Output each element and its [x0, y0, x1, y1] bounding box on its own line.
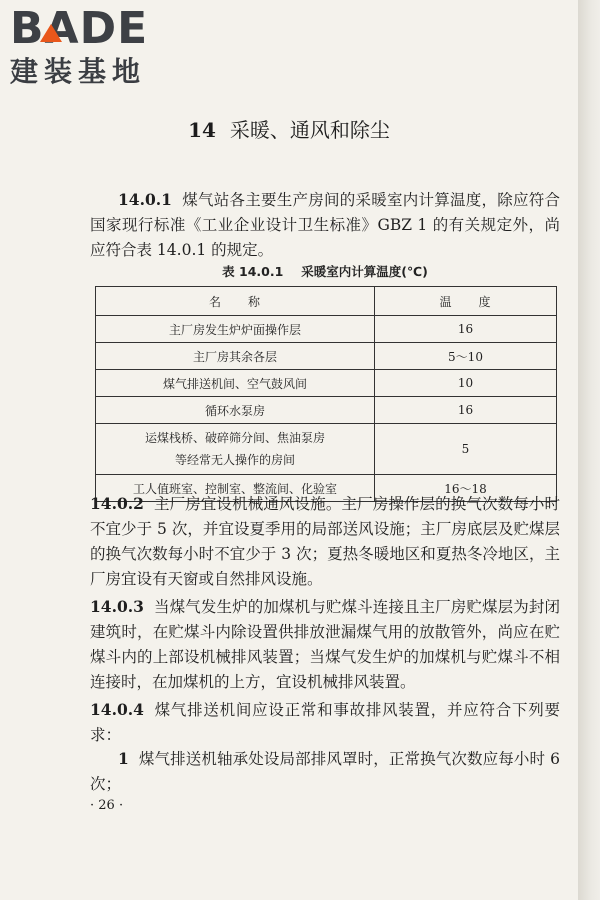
heating-temperature-table	[95, 286, 557, 502]
clause-number: 14.0.2	[90, 494, 144, 513]
clause-number: 14.0.1	[118, 190, 172, 209]
clause-14-0-1	[90, 187, 560, 263]
page-number: · 26 ·	[90, 798, 124, 813]
table-caption	[90, 262, 560, 280]
table-header-name: 名 称	[96, 287, 375, 316]
chapter-heading: 采暖、通风和除尘	[229, 118, 390, 142]
table-cell-temperature: 16	[375, 316, 557, 343]
table-cell-temperature: 10	[375, 370, 557, 397]
bade-logo	[10, 4, 178, 90]
clause-14-0-4-item-1	[90, 746, 560, 797]
table-cell-name: 主厂房其余各层	[96, 343, 375, 370]
clause-number: 14.0.3	[90, 597, 144, 616]
table-cell-temperature: 16～18	[375, 475, 557, 502]
clause-14-0-3	[90, 594, 560, 695]
table-row	[96, 343, 557, 370]
chapter-number: 14	[188, 118, 216, 142]
clause-text: 煤气站各主要生产房间的采暖室内计算温度，除应符合国家现行标准《工业企业设计卫生标准》GBZ 1 的有关规定外，尚应符合表 14.0.1 的规定。	[90, 191, 560, 259]
table-header-temperature: 温 度	[375, 287, 557, 316]
table-cell-name-line2: 等经常无人操作的房间	[174, 453, 295, 467]
table-caption-number: 表 14.0.1	[222, 264, 284, 279]
clause-14-0-4	[90, 697, 560, 748]
item-number: 1	[118, 749, 129, 768]
logo-wordmark: BADE	[10, 3, 149, 54]
clause-text: 主厂房宜设机械通风设施。主厂房操作层的换气次数每小时不宜少于 5 次，并宜设夏季用的局部送风设施；主厂房底层及贮煤层的换气次数每小时不宜少于 3 次；夏热冬暖地区和夏热冬冷地区，主厂房宜设有天窗或自然排风设施。	[90, 495, 560, 588]
clause-text: 当煤气发生炉的加煤机与贮煤斗连接且主厂房贮煤层为封闭建筑时，在贮煤斗内除设置供排放泄漏煤气用的放散管外，尚应在贮煤斗内的上部设机械排风装置；当煤气发生炉的加煤机与贮煤斗不相连接时，在加煤机的上方，宜设机械排风装置。	[90, 598, 560, 691]
item-text: 煤气排送机轴承处设局部排风罩时，正常换气次数应每小时 6 次；	[90, 750, 560, 793]
table-cell-name: 循环水泵房	[96, 397, 375, 424]
table-cell-temperature: 16	[375, 397, 557, 424]
table-caption-title: 采暖室内计算温度(℃)	[301, 264, 428, 279]
page-edge	[578, 0, 600, 900]
table-cell-name: 工人值班室、控制室、整流间、化验室	[96, 475, 375, 502]
table-cell-name	[96, 424, 375, 475]
table-cell-name: 煤气排送机间、空气鼓风间	[96, 370, 375, 397]
table-cell-temperature: 5～10	[375, 343, 557, 370]
chapter-title	[0, 114, 578, 143]
table-cell-name: 主厂房发生炉炉面操作层	[96, 316, 375, 343]
clause-number: 14.0.4	[90, 700, 144, 719]
table-row	[96, 370, 557, 397]
table-row	[96, 397, 557, 424]
clause-text: 煤气排送机间应设正常和事故排风装置，并应符合下列要求：	[90, 701, 560, 744]
clause-14-0-2	[90, 491, 560, 592]
table-row	[96, 316, 557, 343]
table-cell-temperature: 5	[375, 424, 557, 475]
table-cell-name-line1: 运煤栈桥、破碎筛分间、焦油泵房	[144, 431, 325, 445]
table-row	[96, 424, 557, 475]
logo-triangle-icon	[40, 24, 62, 42]
logo-subtitle: 建装基地	[10, 55, 147, 88]
